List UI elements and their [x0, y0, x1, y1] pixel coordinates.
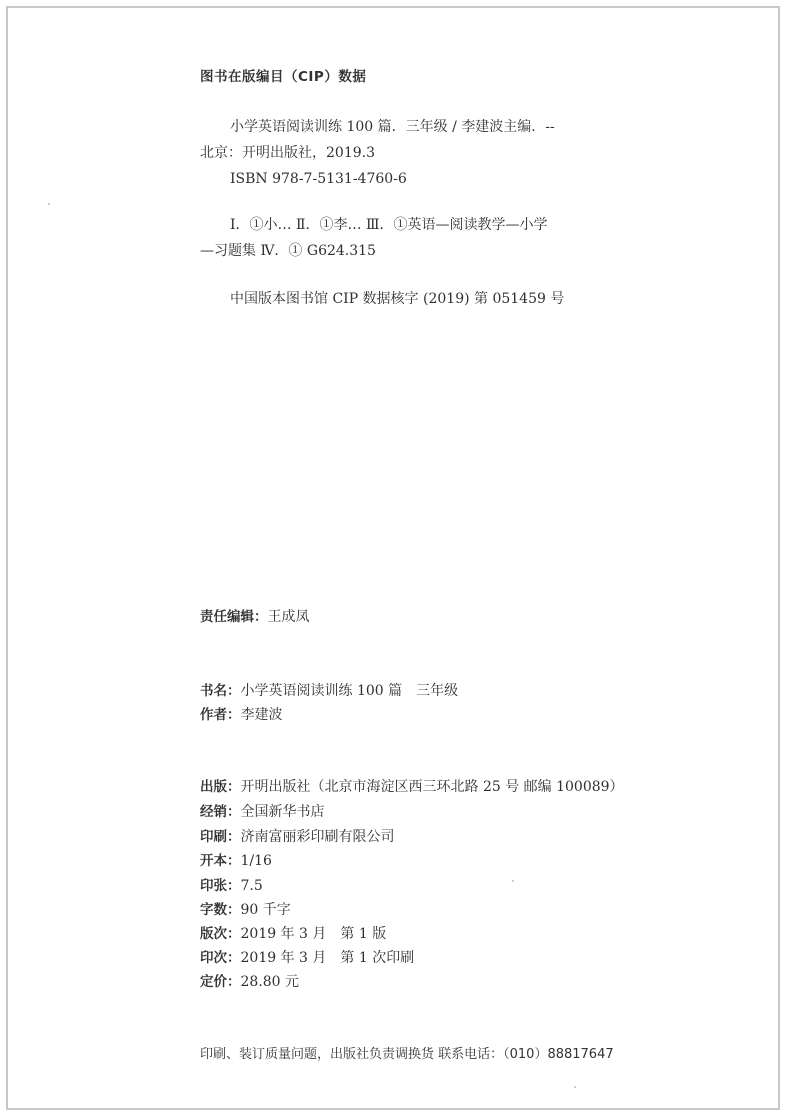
editor-label: 责任编辑： — [200, 609, 268, 625]
publication-value: 7.5 — [240, 878, 263, 894]
publication-value: 开明出版社（北京市海淀区西三环北路 25 号 邮编 100089） — [240, 779, 624, 795]
publication-row — [200, 828, 395, 846]
scan-speck — [48, 203, 50, 205]
publication-label: 版次： — [200, 926, 241, 942]
book-title-label: 书名： — [200, 683, 241, 699]
publication-value: 90 千字 — [240, 902, 291, 918]
publication-value: 1/16 — [240, 853, 272, 869]
publication-row — [200, 803, 325, 821]
publication-row — [200, 778, 624, 796]
publication-row — [200, 949, 414, 967]
footer-contact: 印刷、装订质量问题，出版社负责调换货 联系电话：（010）88817647 — [200, 1047, 614, 1062]
publication-row — [200, 852, 272, 870]
editor-value: 王成凤 — [267, 609, 310, 625]
publication-label: 印刷： — [200, 829, 241, 845]
book-title-row — [200, 682, 458, 700]
book-author-row — [200, 706, 283, 724]
publication-value: 济南富丽彩印刷有限公司 — [240, 829, 395, 845]
cip-line-1: 小学英语阅读训练 100 篇．三年级 / 李建波主编．-- — [230, 119, 555, 135]
book-author-value: 李建波 — [240, 707, 283, 723]
cip-isbn: ISBN 978-7-5131-4760-6 — [230, 171, 407, 187]
cip-heading: 图书在版编目（CIP）数据 — [200, 69, 367, 85]
publication-label: 印张： — [200, 878, 241, 894]
publication-value: 全国新华书店 — [240, 804, 325, 820]
publication-label: 定价： — [200, 974, 241, 990]
publication-row — [200, 877, 263, 895]
publication-row — [200, 925, 386, 943]
publication-value: 2019 年 3 月 第 1 版 — [240, 926, 387, 942]
publication-label: 出版： — [200, 779, 241, 795]
publication-label: 开本： — [200, 853, 241, 869]
book-title-value: 小学英语阅读训练 100 篇 三年级 — [240, 683, 459, 699]
scan-speck — [512, 880, 514, 882]
publication-label: 字数： — [200, 902, 241, 918]
publication-value: 28.80 元 — [240, 974, 300, 990]
cip-subject-line-1: Ⅰ．①小… Ⅱ．①李… Ⅲ．①英语—阅读教学—小学 — [230, 217, 548, 233]
editor-row — [200, 608, 310, 626]
publication-value: 2019 年 3 月 第 1 次印刷 — [240, 950, 415, 966]
scan-speck — [574, 1086, 576, 1088]
publication-label: 经销： — [200, 804, 241, 820]
cip-verification-number: 中国版本图书馆 CIP 数据核字 (2019) 第 051459 号 — [230, 291, 565, 307]
cip-subject-line-2: —习题集 Ⅳ．① G624.315 — [200, 243, 376, 259]
cip-line-2: 北京：开明出版社，2019.3 — [200, 145, 375, 161]
publication-label: 印次： — [200, 950, 241, 966]
book-author-label: 作者： — [200, 707, 241, 723]
publication-row — [200, 973, 299, 991]
publication-row — [200, 901, 291, 919]
